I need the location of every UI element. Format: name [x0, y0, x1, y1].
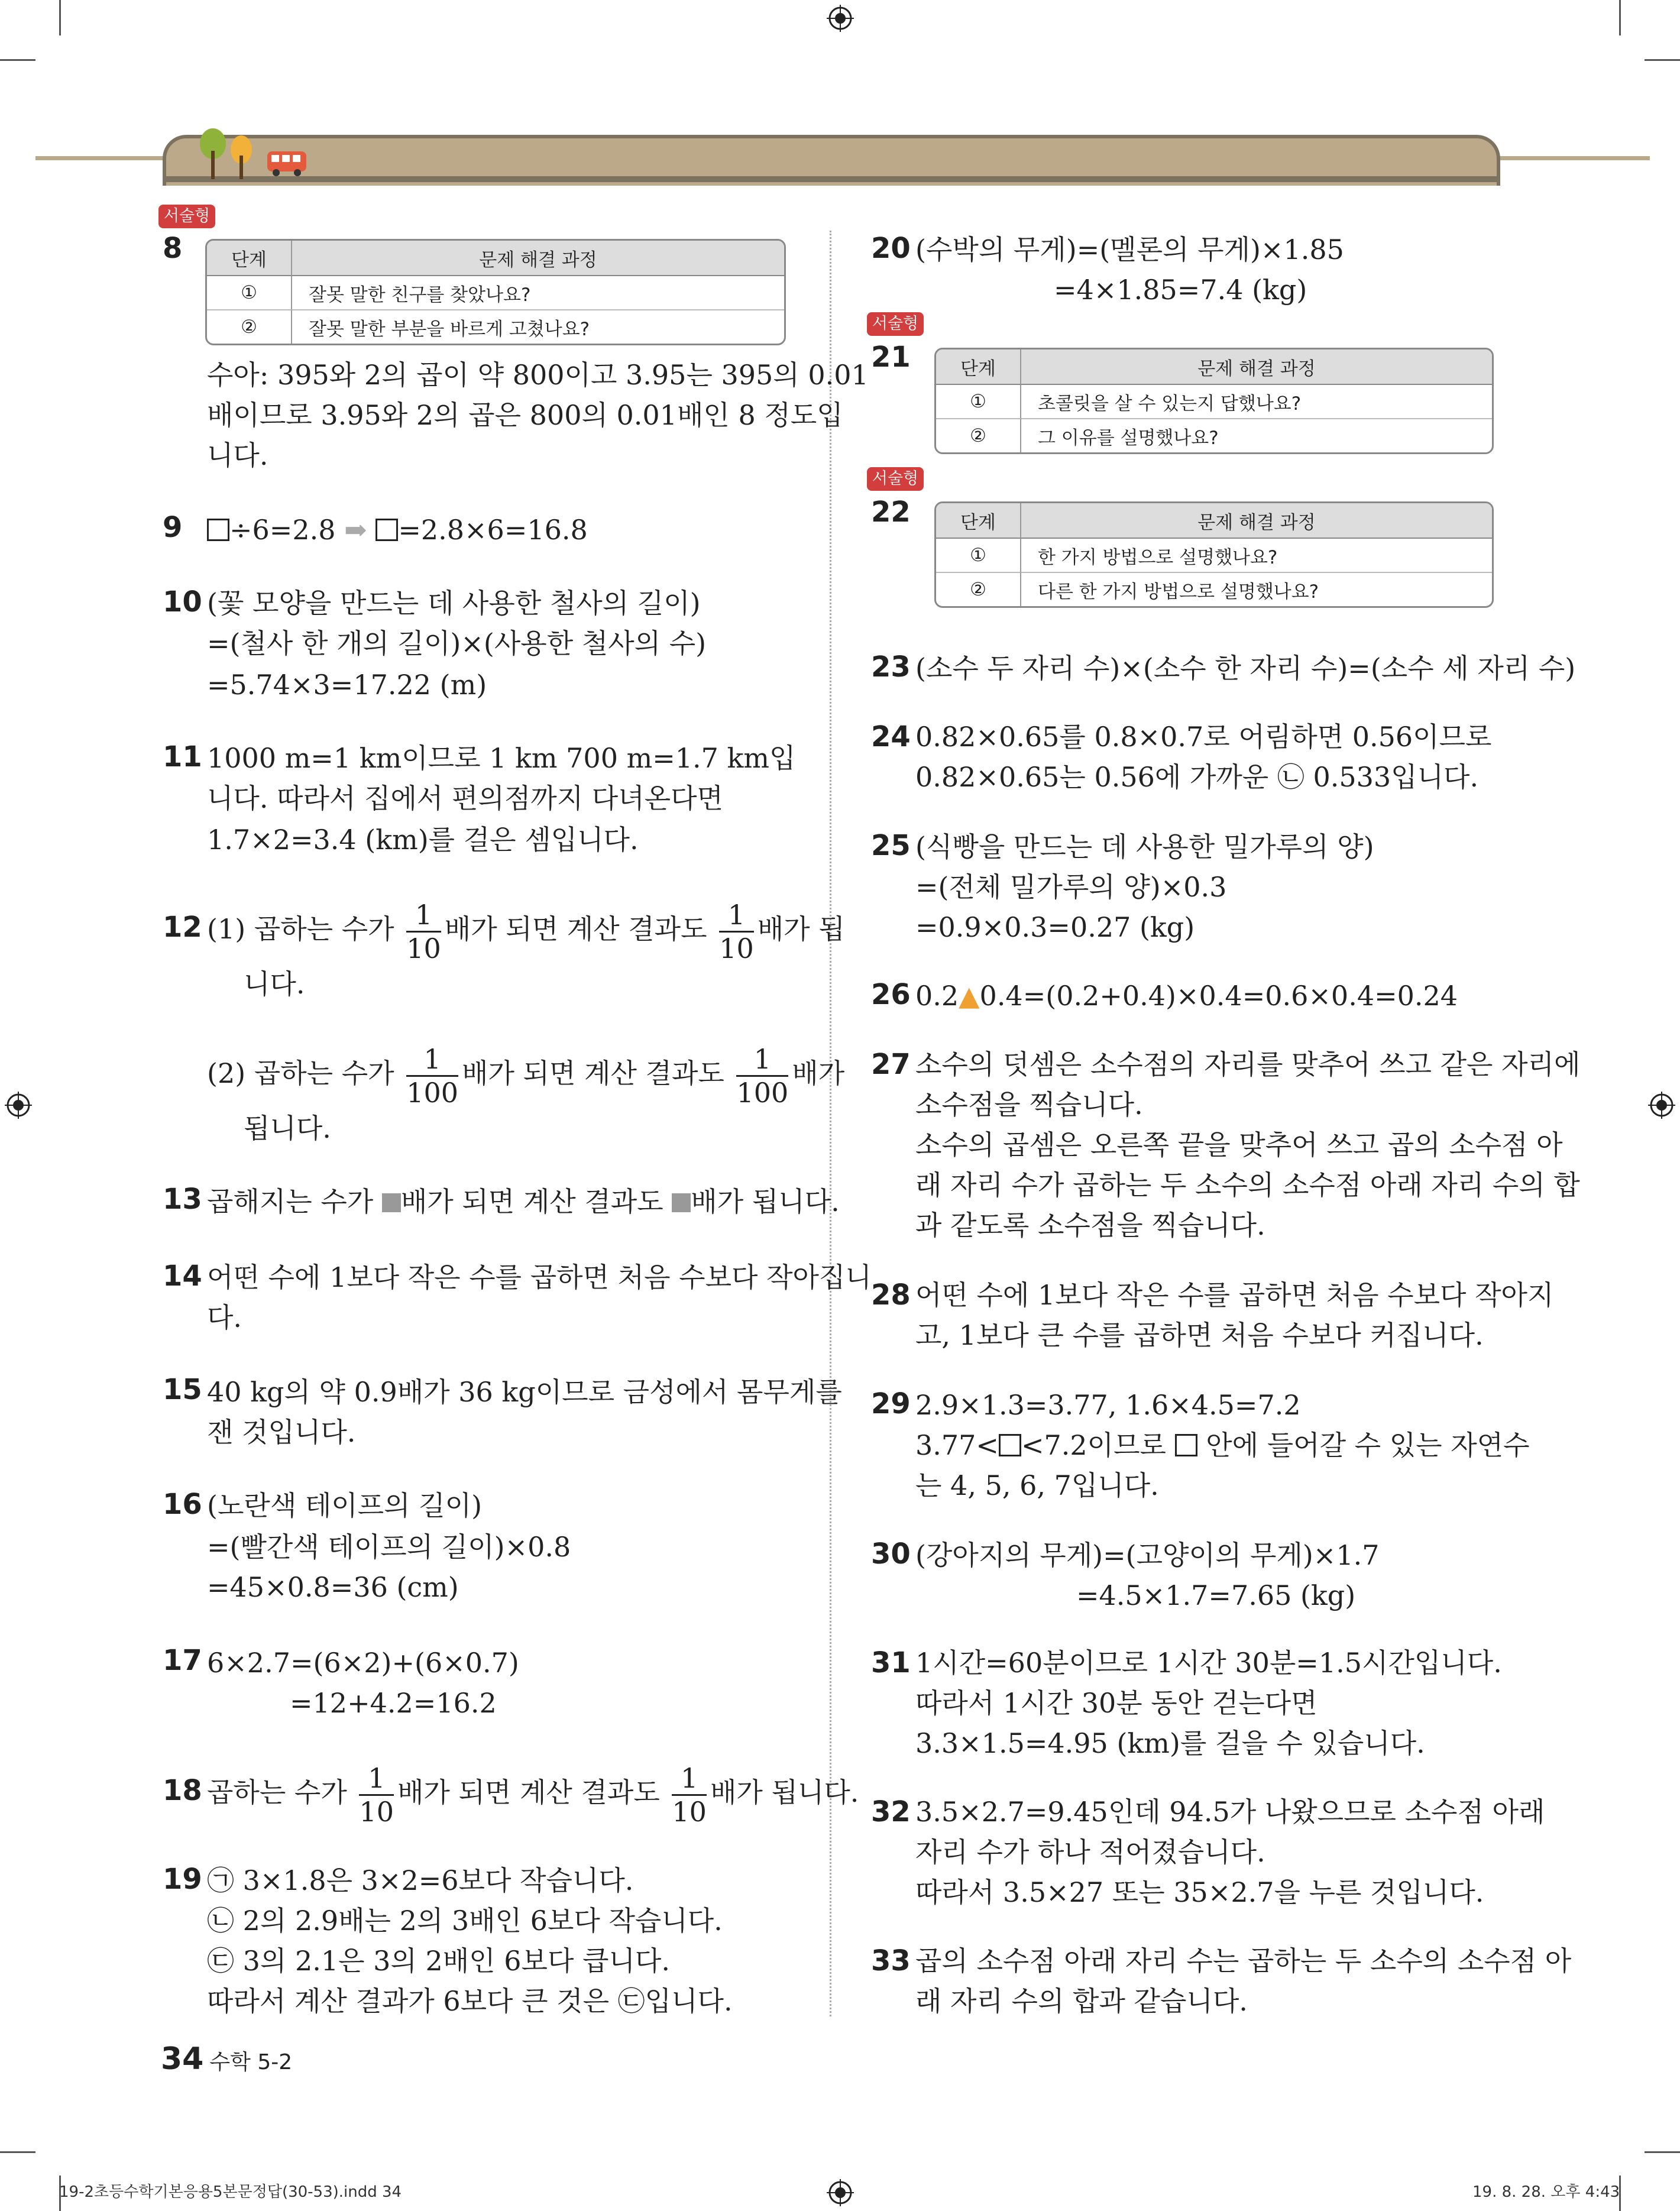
column-divider [830, 231, 831, 2016]
numerator: 1 [406, 1045, 458, 1077]
text-span: 배가 됩니다. [710, 1776, 859, 1808]
right-arrow-icon: ➡ [344, 514, 367, 546]
text-span: 배가 [792, 1057, 845, 1089]
denominator: 10 [672, 1795, 707, 1828]
text-span: 배가 되면 계산 결과도 [397, 1776, 660, 1808]
answer-line: 과 같도록 소수점을 찍습니다. [915, 1209, 1265, 1241]
question-number: 33 [871, 1944, 911, 1977]
question-number: 8 [163, 232, 183, 265]
question-number: 26 [871, 978, 911, 1011]
answer-line: =(빨간색 테이프의 길이)×0.8 [207, 1531, 571, 1563]
rubric-criterion: 잘못 말한 친구를 찾았나요? [309, 284, 531, 306]
gray-square-icon [382, 1193, 401, 1212]
blank-box [1175, 1434, 1197, 1456]
page-number [161, 2041, 292, 2077]
question-number: 31 [871, 1646, 911, 1679]
answer-line: 따라서 3.5×27 또는 35×2.7을 누른 것입니다. [915, 1876, 1484, 1908]
answer-line: 6×2.7=(6×2)+(6×0.7) [207, 1647, 519, 1679]
question-number: 11 [163, 740, 202, 773]
question-number: 25 [871, 829, 911, 862]
answer-line [207, 510, 588, 550]
page-subject: 수학 5-2 [209, 2050, 293, 2074]
answer-line: 잰 것입니다. [207, 1416, 356, 1448]
rubric-criterion: 그 이유를 설명했나요? [1021, 418, 1492, 452]
answer-line [207, 896, 845, 962]
rubric-criterion: 초콜릿을 살 수 있는지 답했나요? [1038, 393, 1302, 415]
blank-box [999, 1434, 1021, 1456]
answer-line: =12+4.2=16.2 [290, 1687, 497, 1719]
question-number: 23 [871, 650, 911, 684]
numerator: 1 [359, 1765, 394, 1796]
answer-line: ㉠ 3×1.8은 3×2=6보다 작습니다. [207, 1864, 634, 1896]
denominator: 10 [406, 932, 441, 964]
question-number: 28 [871, 1278, 911, 1312]
equation-part: ÷6=2.8 [229, 514, 336, 546]
answer-line [915, 976, 1458, 1016]
rubric-header-process: 문제 해결 과정 [1021, 349, 1492, 385]
question-number: 22 [871, 496, 911, 529]
answer-line: 니다. 따라서 집에서 편의점까지 다녀온다면 [207, 782, 723, 814]
rubric-table [934, 501, 1494, 608]
denominator: 10 [719, 932, 754, 964]
registration-mark-icon [827, 5, 854, 32]
answer-line: 따라서 계산 결과가 6보다 큰 것은 ㉢입니다. [207, 1985, 733, 2017]
rubric-criterion: 잘못 말한 부분을 바르게 고쳤나요? [292, 309, 784, 344]
answer-line: ㉡ 2의 2.9배는 2의 3배인 6보다 작습니다. [207, 1905, 723, 1937]
answer-line: 됩니다. [244, 1112, 331, 1144]
question-number: 30 [871, 1537, 911, 1571]
question-number: 17 [163, 1644, 202, 1677]
fraction [406, 898, 441, 964]
bus-icon [266, 149, 307, 177]
answer-line: 1시간=60분이므로 1시간 30분=1.5시간입니다. [915, 1647, 1502, 1679]
question-number: 9 [163, 511, 183, 544]
rubric-step: ① [936, 539, 1021, 572]
text-span: <7.2이므로 [1021, 1429, 1166, 1461]
denominator: 10 [359, 1795, 394, 1828]
numerator: 1 [736, 1045, 788, 1077]
answer-line: 0.82×0.65는 0.56에 가까운 ㉡ 0.533입니다. [915, 761, 1479, 793]
answer-line: 1000 m=1 km이므로 1 km 700 m=1.7 km입 [207, 742, 796, 774]
rubric-header-step: 단계 [936, 503, 1021, 539]
question-number: 24 [871, 720, 911, 753]
question-number: 10 [163, 585, 202, 619]
answer-line: 래 자리 수의 합과 같습니다. [915, 1985, 1248, 2017]
blank-box [207, 519, 229, 541]
fraction [719, 898, 754, 964]
answer-line: 소수점을 찍습니다. [915, 1089, 1143, 1121]
answer-line: 곱의 소수점 아래 자리 수는 곱하는 두 소수의 소수점 아 [915, 1945, 1572, 1977]
answer-line: 고, 1보다 큰 수를 곱하면 처음 수보다 커집니다. [915, 1319, 1484, 1351]
answer-line: =(전체 밀가루의 양)×0.3 [915, 871, 1227, 903]
answer-line: 어떤 수에 1보다 작은 수를 곱하면 처음 수보다 작아집니 [207, 1261, 872, 1293]
triangle-icon: ▲ [959, 980, 980, 1012]
answer-line: =0.9×0.3=0.27 (kg) [915, 911, 1195, 943]
registration-mark-icon [827, 2179, 854, 2206]
answer-line: 3.3×1.5=4.95 (km)를 걸을 수 있습니다. [915, 1727, 1425, 1759]
text-span: 곱해지는 수가 [207, 1186, 374, 1218]
rubric-criterion: 다른 한 가지 방법으로 설명했나요? [1021, 572, 1492, 606]
text-span: 배가 되면 계산 결과도 [400, 1186, 663, 1218]
rubric-table [205, 239, 786, 345]
crop-mark [59, 0, 61, 35]
rubric-step: ① [207, 276, 292, 309]
registration-mark-icon [5, 1092, 32, 1119]
answer-line: (식빵을 만드는 데 사용한 밀가루의 양) [915, 831, 1374, 863]
answer-line: =4×1.85=7.4 (kg) [1054, 274, 1307, 306]
rubric-header-step: 단계 [936, 349, 1021, 385]
answer-line [915, 1425, 1530, 1465]
essay-tag: 서술형 [867, 467, 924, 491]
text-span: 배가 되면 계산 결과도 [444, 913, 707, 945]
answer-line: =5.74×3=17.22 (m) [207, 669, 487, 701]
answer-line: =4.5×1.7=7.65 (kg) [1076, 1579, 1356, 1611]
rubric-header-process: 문제 해결 과정 [292, 241, 784, 276]
answer-line: =(철사 한 개의 길이)×(사용한 철사의 수) [207, 627, 707, 659]
rubric-header-process: 문제 해결 과정 [1021, 503, 1492, 539]
answer-line: 40 kg의 약 0.9배가 36 kg이므로 금성에서 몸무게를 [207, 1376, 842, 1408]
answer-line [207, 1041, 845, 1109]
crop-mark [1645, 2151, 1680, 2153]
text-span: 배가 됩 [757, 913, 845, 945]
text-span: 배가 됩니다. [691, 1186, 840, 1218]
essay-tag: 서술형 [158, 205, 215, 228]
rubric-criterion: 한 가지 방법으로 설명했나요? [1038, 546, 1278, 568]
answer-line: (강아지의 무게)=(고양이의 무게)×1.7 [915, 1539, 1380, 1571]
answer-line: 따라서 1시간 30분 동안 걷는다면 [915, 1687, 1318, 1719]
answer-line: 1.7×2=3.4 (km)를 걸은 셈입니다. [207, 824, 639, 856]
answer-line: 수아: 395와 2의 곱이 약 800이고 3.95는 395의 0.01 [207, 359, 869, 391]
numerator: 1 [719, 901, 754, 933]
fraction [736, 1043, 789, 1109]
fraction [406, 1043, 459, 1109]
footer-filename: 19-2초등수학기본응용5본문정답(30-53).indd 34 [59, 2183, 402, 2201]
question-number: 32 [871, 1795, 911, 1828]
rubric-header-step: 단계 [207, 241, 292, 276]
answer-line: 소수의 덧셈은 소수점의 자리를 맞추어 쓰고 같은 자리에 [915, 1048, 1581, 1080]
text-span: 0.2 [915, 980, 959, 1012]
blank-box [376, 519, 398, 541]
footer-timestamp: 19. 8. 28. 오후 4:43 [1472, 2183, 1620, 2201]
text-span: 3.77< [915, 1429, 999, 1461]
answer-line: (노란색 테이프의 길이) [207, 1490, 483, 1522]
rubric-step: ② [936, 572, 1021, 606]
answer-line: (수박의 무게)=(멜론의 무게)×1.85 [915, 234, 1344, 266]
answer-line: ㉢ 3의 2.1은 3의 2배인 6보다 큽니다. [207, 1945, 670, 1977]
text-span: 0.4=(0.2+0.4)×0.4=0.6×0.4=0.24 [979, 980, 1458, 1012]
answer-line: 니다. [244, 968, 305, 1000]
rubric-step: ② [207, 309, 292, 344]
answer-line: 2.9×1.3=3.77, 1.6×4.5=7.2 [915, 1389, 1301, 1421]
fraction [672, 1762, 707, 1828]
text-span: (1) 곱하는 수가 [207, 913, 394, 945]
crop-mark [1645, 59, 1680, 61]
answer-line [207, 1760, 859, 1828]
essay-tag: 서술형 [867, 312, 924, 336]
question-number: 29 [871, 1387, 911, 1420]
answer-line: (소수 두 자리 수)×(소수 한 자리 수)=(소수 세 자리 수) [915, 652, 1576, 684]
crop-mark [0, 2151, 35, 2153]
question-number: 18 [163, 1774, 202, 1807]
answer-line: 어떤 수에 1보다 작은 수를 곱하면 처음 수보다 작아지 [915, 1279, 1554, 1311]
header-rule-dark [163, 176, 1500, 182]
question-number: 13 [163, 1183, 202, 1216]
answer-line [207, 1181, 840, 1222]
tree-icon [195, 127, 260, 180]
answer-line: 0.82×0.65를 0.8×0.7로 어림하면 0.56이므로 [915, 721, 1492, 753]
answer-line: 소수의 곱셈은 오른쪽 끝을 맞추어 쓰고 곱의 소수점 아 [915, 1129, 1563, 1161]
rubric-table [934, 348, 1494, 454]
equation-part: =2.8×6=16.8 [398, 514, 588, 546]
denominator: 100 [736, 1076, 789, 1109]
gray-square-icon [672, 1193, 691, 1212]
numerator: 1 [672, 1765, 707, 1796]
answer-line: 다. [207, 1302, 242, 1333]
answer-line: =45×0.8=36 (cm) [207, 1571, 459, 1603]
question-number: 20 [871, 232, 911, 265]
answer-line: 는 4, 5, 6, 7입니다. [915, 1469, 1159, 1501]
answer-line: 3.5×2.7=9.45인데 94.5가 나왔으므로 소수점 아래 [915, 1796, 1545, 1828]
text-span: 배가 되면 계산 결과도 [462, 1057, 724, 1089]
text-span: 안에 들어갈 수 있는 자연수 [1206, 1429, 1530, 1461]
text-span: 곱하는 수가 [207, 1776, 347, 1808]
numerator: 1 [406, 901, 441, 933]
answer-line: 배이므로 3.95와 2의 곱은 800의 0.01배인 8 정도입 [207, 399, 843, 431]
page-number-value: 34 [161, 2041, 204, 2077]
rubric-step: ① [936, 385, 1021, 418]
question-number: 21 [871, 341, 911, 374]
crop-mark [1619, 0, 1621, 35]
crop-mark [0, 59, 35, 61]
answer-line: 니다. [207, 439, 268, 471]
denominator: 100 [406, 1076, 459, 1109]
rubric-step: ② [936, 418, 1021, 452]
question-number: 12 [163, 911, 202, 944]
question-number: 19 [163, 1863, 202, 1896]
question-number: 16 [163, 1488, 202, 1521]
question-number: 27 [871, 1048, 911, 1081]
answer-line: 래 자리 수가 곱하는 두 소수의 소수점 아래 자리 수의 합 [915, 1169, 1580, 1201]
question-number: 14 [163, 1260, 202, 1293]
fraction [359, 1762, 394, 1828]
answer-line: 자리 수가 하나 적어졌습니다. [915, 1836, 1265, 1868]
answer-line: (꽃 모양을 만드는 데 사용한 철사의 길이) [207, 587, 701, 619]
registration-mark-icon [1648, 1092, 1675, 1119]
question-number: 15 [163, 1373, 202, 1406]
text-span: (2) 곱하는 수가 [207, 1057, 394, 1089]
